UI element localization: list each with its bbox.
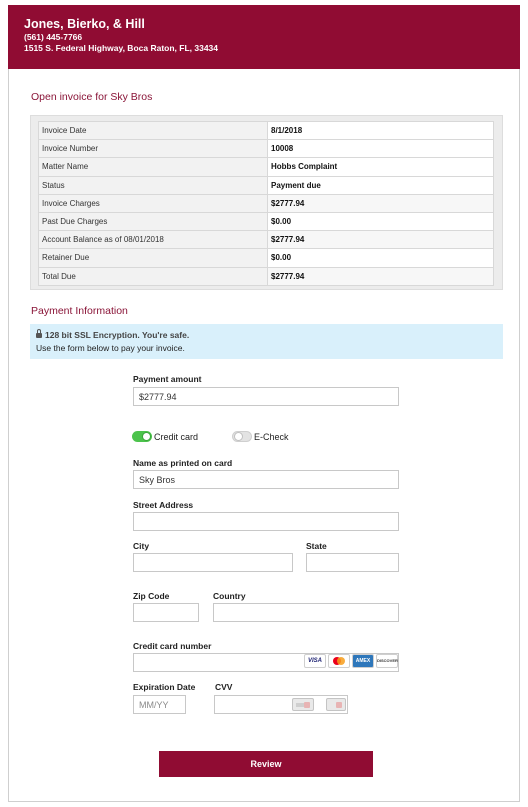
firm-header bbox=[8, 5, 520, 69]
invoice-table-container bbox=[30, 115, 503, 290]
table-row bbox=[39, 140, 494, 158]
row-label: Invoice Charges bbox=[39, 194, 268, 212]
row-value: 8/1/2018 bbox=[268, 122, 494, 140]
ssl-text: Use the form below to pay your invoice. bbox=[36, 343, 185, 353]
cvv-marker bbox=[304, 702, 310, 708]
row-label: Account Balance as of 08/01/2018 bbox=[39, 231, 268, 249]
state-label: State bbox=[306, 541, 327, 551]
e-check-label[interactable]: E-Check bbox=[254, 432, 289, 442]
invoice-title: Open invoice for Sky Bros bbox=[31, 91, 153, 103]
mastercard-icon bbox=[328, 654, 350, 668]
row-label: Matter Name bbox=[39, 158, 268, 176]
toggle-knob bbox=[234, 432, 243, 441]
zip-code-input[interactable] bbox=[133, 603, 199, 622]
ssl-title: 128 bit SSL Encryption. You're safe. bbox=[45, 330, 190, 340]
street-address-label: Street Address bbox=[133, 500, 194, 510]
expiration-date-label: Expiration Date bbox=[133, 682, 196, 692]
row-label: Status bbox=[39, 176, 268, 194]
row-value: Payment due bbox=[268, 176, 494, 194]
row-label: Retainer Due bbox=[39, 249, 268, 267]
row-label: Total Due bbox=[39, 267, 268, 285]
review-button[interactable]: Review bbox=[159, 751, 373, 777]
firm-name: Jones, Bierko, & Hill bbox=[24, 17, 145, 31]
name-on-card-input[interactable] bbox=[133, 470, 399, 489]
country-label: Country bbox=[213, 591, 246, 601]
table-row bbox=[39, 122, 494, 140]
zip-code-label: Zip Code bbox=[133, 591, 170, 601]
state-input[interactable] bbox=[306, 553, 399, 572]
credit-card-label[interactable]: Credit card bbox=[154, 432, 199, 442]
firm-phone: (561) 445-7766 bbox=[24, 32, 83, 42]
visa-icon: VISA bbox=[304, 654, 326, 668]
row-label: Invoice Date bbox=[39, 122, 268, 140]
table-row bbox=[39, 158, 494, 176]
row-value: Hobbs Complaint bbox=[268, 158, 494, 176]
table-row bbox=[39, 249, 494, 267]
row-label: Invoice Number bbox=[39, 140, 268, 158]
amex-icon: AMEX bbox=[352, 654, 374, 668]
payment-title: Payment Information bbox=[31, 305, 128, 317]
card-number-label: Credit card number bbox=[133, 641, 212, 651]
street-address-input[interactable] bbox=[133, 512, 399, 531]
country-input[interactable] bbox=[213, 603, 399, 622]
table-row bbox=[39, 194, 494, 212]
row-value: $2777.94 bbox=[268, 231, 494, 249]
row-value: 10008 bbox=[268, 140, 494, 158]
credit-card-toggle[interactable] bbox=[132, 431, 152, 442]
row-value: $0.00 bbox=[268, 212, 494, 230]
cvv-card-front-icon bbox=[326, 698, 346, 711]
city-label: City bbox=[133, 541, 150, 551]
row-label: Past Due Charges bbox=[39, 212, 268, 230]
cvv-card-back-icon bbox=[292, 698, 314, 711]
firm-address: 1515 S. Federal Highway, Boca Raton, FL, 33434 bbox=[24, 43, 218, 53]
table-row bbox=[39, 267, 494, 285]
payment-amount-input[interactable] bbox=[133, 387, 399, 406]
cvv-label: CVV bbox=[215, 682, 233, 692]
expiration-date-input[interactable] bbox=[133, 695, 186, 714]
cvv-marker bbox=[336, 702, 342, 708]
row-value: $2777.94 bbox=[268, 194, 494, 212]
table-row bbox=[39, 212, 494, 230]
name-on-card-label: Name as printed on card bbox=[133, 458, 233, 468]
payment-amount-label: Payment amount bbox=[133, 374, 202, 384]
discover-icon: DISCOVER bbox=[376, 654, 398, 668]
city-input[interactable] bbox=[133, 553, 293, 572]
invoice-table bbox=[38, 121, 494, 286]
toggle-knob bbox=[142, 432, 151, 441]
lock-icon bbox=[36, 333, 42, 338]
ssl-notice bbox=[30, 324, 503, 359]
row-value: $0.00 bbox=[268, 249, 494, 267]
table-row bbox=[39, 176, 494, 194]
table-row bbox=[39, 231, 494, 249]
mastercard-circles bbox=[329, 655, 349, 667]
row-value: $2777.94 bbox=[268, 267, 494, 285]
e-check-toggle[interactable] bbox=[232, 431, 252, 442]
